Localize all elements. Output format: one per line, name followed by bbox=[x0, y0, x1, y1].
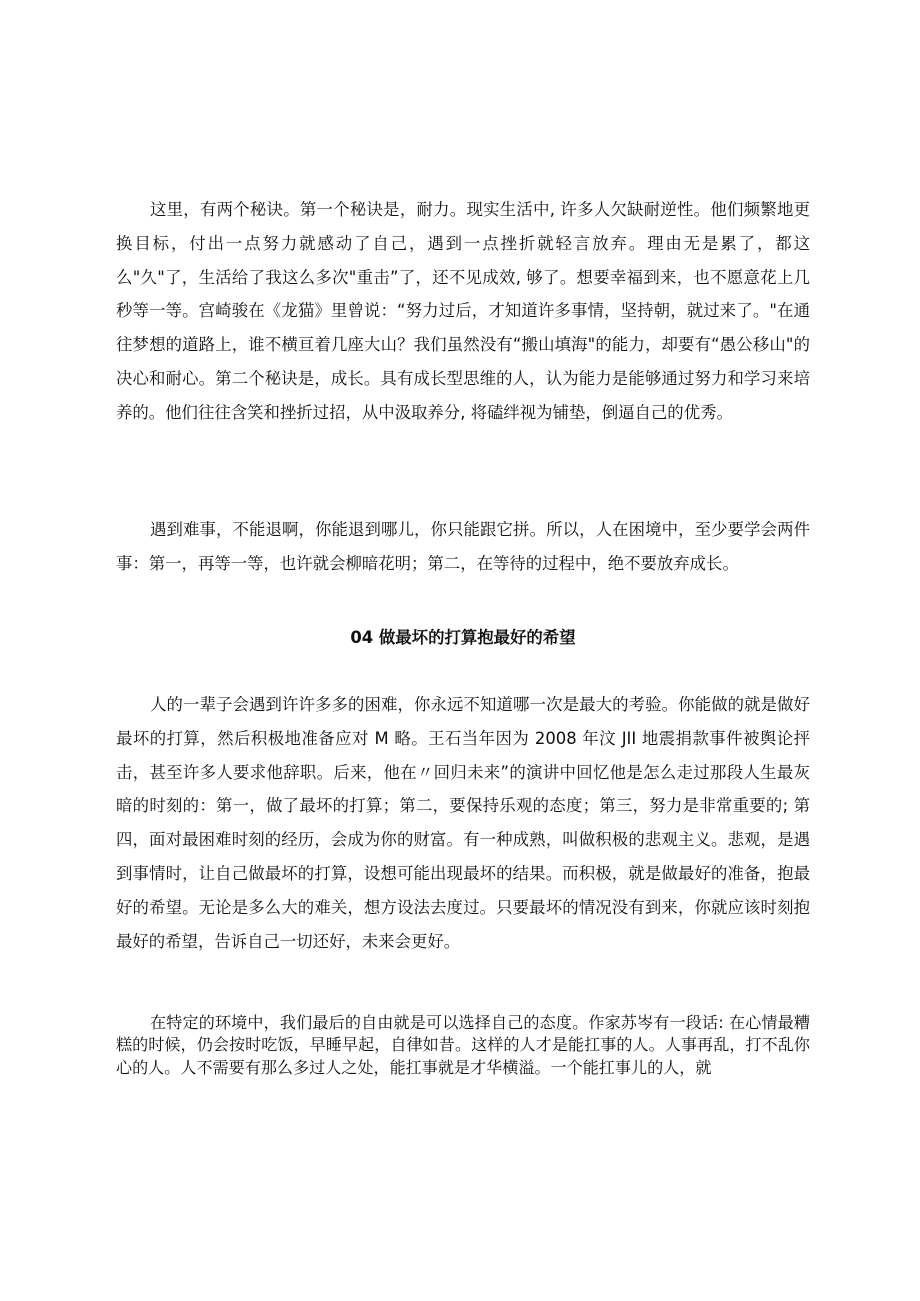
section-heading: 04 做最坏的打算抱最好的希望 bbox=[350, 628, 576, 647]
paragraph-prepare-for-worst: 人的一辈子会遇到许许多多的困难，你永远不知道哪一次是最大的考验。你能做的就是做好最坏的打算，然后积极地准备应对 M 略。王石当年因为 2008 年汶 JII 地震捐款事件被舆论抨击，甚至许多人要求他辞职。后来，他在〃回归未来”的演讲中回忆他是怎么走过那段人生最灰暗的时刻的：第一，做了最坏的打算；第二，要保持乐观的态度；第三，努力是非常重要的; 第四，面对最困难时刻的经历，会成为你的财富。有一种成熟，叫做积极的悲观主义。悲观，是遇到事情时，让自己做最坏的打算，设想可能出现最坏的结果。而积极，就是做最好的准备，抱最好的希望。无论是多么大的难关，想方设法去度过。只要最坏的情况没有到来，你就应该时刻抱最好的希望，告诉自己一切还好，未来会更好。 bbox=[116, 695, 810, 951]
paragraph-perseverance-growth: 这里，有两个秘诀。第一个秘诀是，耐力。现实生活中, 许多人欠缺耐逆性。他们频繁地更换目标，付出一点努力就感动了自己，遇到一点挫折就轻言放弃。理由无是累了，都这么"久"了，生活给了我这么多次"重击”了，还不见成效, 够了。想要幸福到来，也不愿意花上几秒等一等。宫崎骏在《龙猫》里曾说：“努力过后，才知道许多事情，坚持朝，就过来了。"在通往梦想的道路上，谁不横亘着几座大山？我们虽然没有“搬山填海"的能力，却要有“愚公移山"的决心和耐心。第二个秘诀是，成长。具有成长型思维的人，认为能力是能够通过努力和学习来培养的。他们往往含笑和挫折过招，从中汲取养分, 将磕绊视为铺垫，倒逼自己的优秀。 bbox=[116, 200, 810, 422]
paragraph-choose-attitude: 在特定的环境中，我们最后的自由就是可以选择自己的态度。作家苏岑有一段话: 在心情最糟糕的时候，仍会按时吃饭，早睡早起，自律如昔。这样的人才是能扛事的人。人事再乱，打不乱你心的人。人不需要有那么多过人之处，能扛事就是才华横溢。一个能扛事儿的人，就 bbox=[116, 1013, 810, 1077]
paragraph-difficulties: 遇到难事，不能退啊，你能退到哪儿，你只能跟它拼。所以，人在困境中，至少要学会两件事：第一，再等一等，也许就会柳暗花明；第二，在等待的过程中，绝不要放弃成长。 bbox=[116, 520, 810, 573]
